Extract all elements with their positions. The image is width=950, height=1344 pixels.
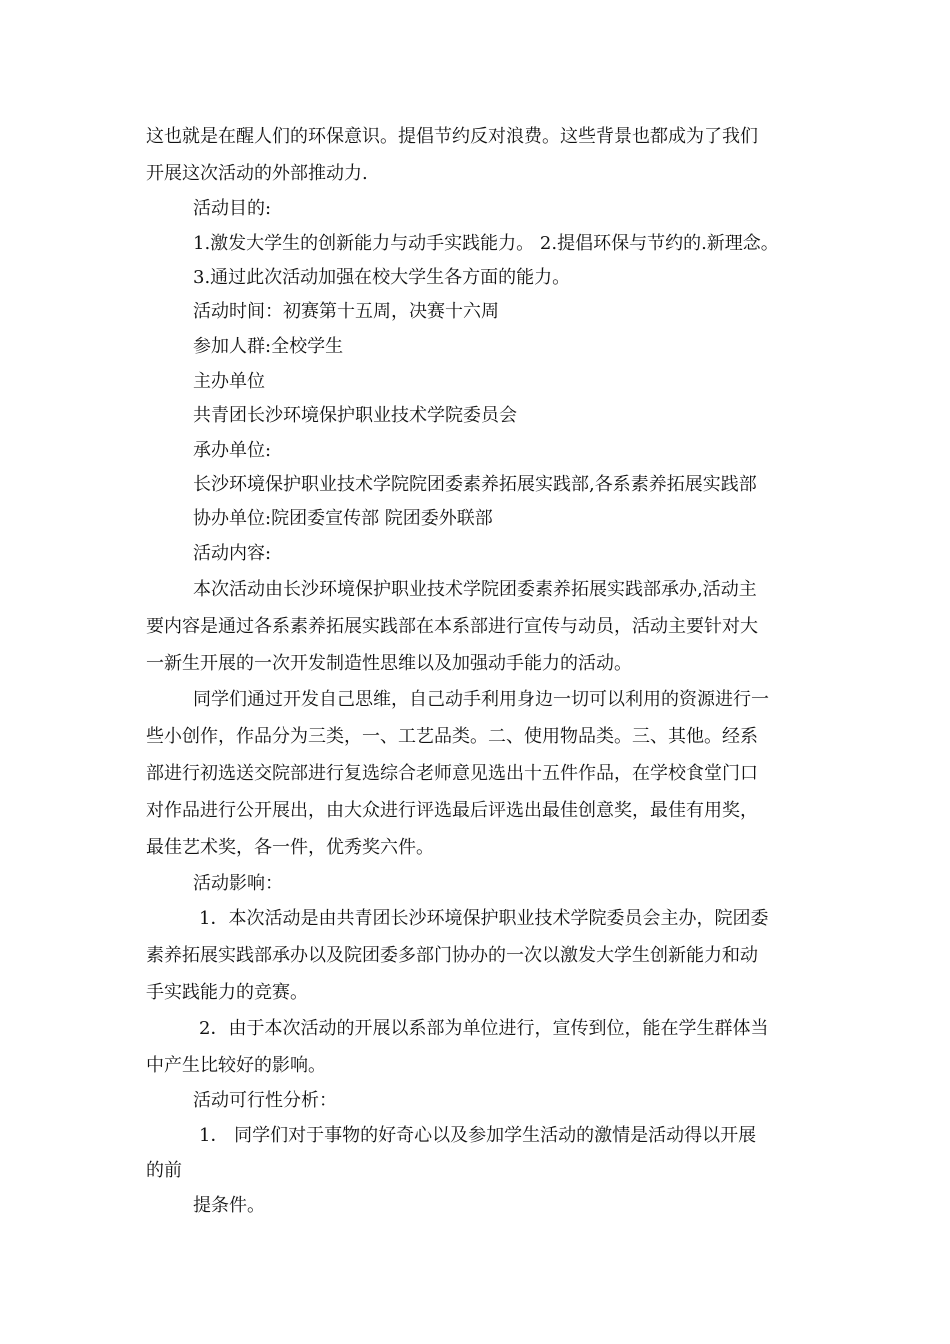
- text-line: 手实践能力的竞赛。: [146, 982, 308, 1003]
- text-line: 开展这次活动的外部推动力.: [146, 163, 368, 184]
- section-heading: 主办单位: [193, 371, 265, 392]
- text-line: 中产生比较好的影响。: [146, 1055, 326, 1076]
- text-line: 些小创作，作品分为三类，一、工艺品类。二、使用物品类。三、其他。经系: [146, 726, 758, 747]
- text-line: 长沙环境保护职业技术学院院团委素养拓展实践部,各系素养拓展实践部: [193, 474, 757, 495]
- text-line: 本次活动由长沙环境保护职业技术学院团委素养拓展实践部承办,活动主: [193, 579, 757, 600]
- text-line: 1.激发大学生的创新能力与动手实践能力。 2.提倡环保与节约的.新理念。: [193, 233, 779, 254]
- text-line: 部进行初选送交院部进行复选综合老师意见选出十五件作品，在学校食堂门口: [146, 763, 758, 784]
- text-line: 参加人群:全校学生: [193, 336, 344, 357]
- text-line: 素养拓展实践部承办以及院团委多部门协办的一次以激发大学生创新能力和动: [146, 945, 758, 966]
- text-line: 一新生开展的一次开发制造性思维以及加强动手能力的活动。: [146, 653, 632, 674]
- text-line: 对作品进行公开展出，由大众进行评选最后评选出最佳创意奖，最佳有用奖，: [146, 800, 758, 821]
- text-line: 的前: [146, 1160, 182, 1181]
- section-heading: 活动目的:: [193, 198, 272, 219]
- text-line: 同学们通过开发自己思维，自己动手利用身边一切可以利用的资源进行一: [193, 689, 769, 710]
- text-line: 要内容是通过各系素养拓展实践部在本系部进行宣传与动员，活动主要针对大: [146, 616, 758, 637]
- text-line: 活动时间：初赛第十五周，决赛十六周: [193, 301, 499, 322]
- section-heading: 活动可行性分析：: [193, 1090, 337, 1111]
- section-heading: 活动内容:: [193, 543, 272, 564]
- text-line: 1．本次活动是由共青团长沙环境保护职业技术学院委员会主办，院团委: [199, 908, 769, 929]
- text-line: 3.通过此次活动加强在校大学生各方面的能力。: [193, 267, 571, 288]
- text-line: 协办单位:院团委宣传部 院团委外联部: [193, 508, 493, 529]
- text-line: 2．由于本次活动的开展以系部为单位进行，宣传到位，能在学生群体当: [199, 1018, 769, 1039]
- section-heading: 承办单位:: [193, 440, 272, 461]
- text-line: 共青团长沙环境保护职业技术学院委员会: [193, 405, 517, 426]
- text-line: 1． 同学们对于事物的好奇心以及参加学生活动的激情是活动得以开展: [199, 1125, 757, 1146]
- text-line: 这也就是在醒人们的环保意识。提倡节约反对浪费。这些背景也都成为了我们: [146, 126, 758, 147]
- text-line: 提条件。: [193, 1195, 265, 1216]
- text-line: 最佳艺术奖，各一件，优秀奖六件。: [146, 837, 434, 858]
- section-heading: 活动影响：: [193, 873, 283, 894]
